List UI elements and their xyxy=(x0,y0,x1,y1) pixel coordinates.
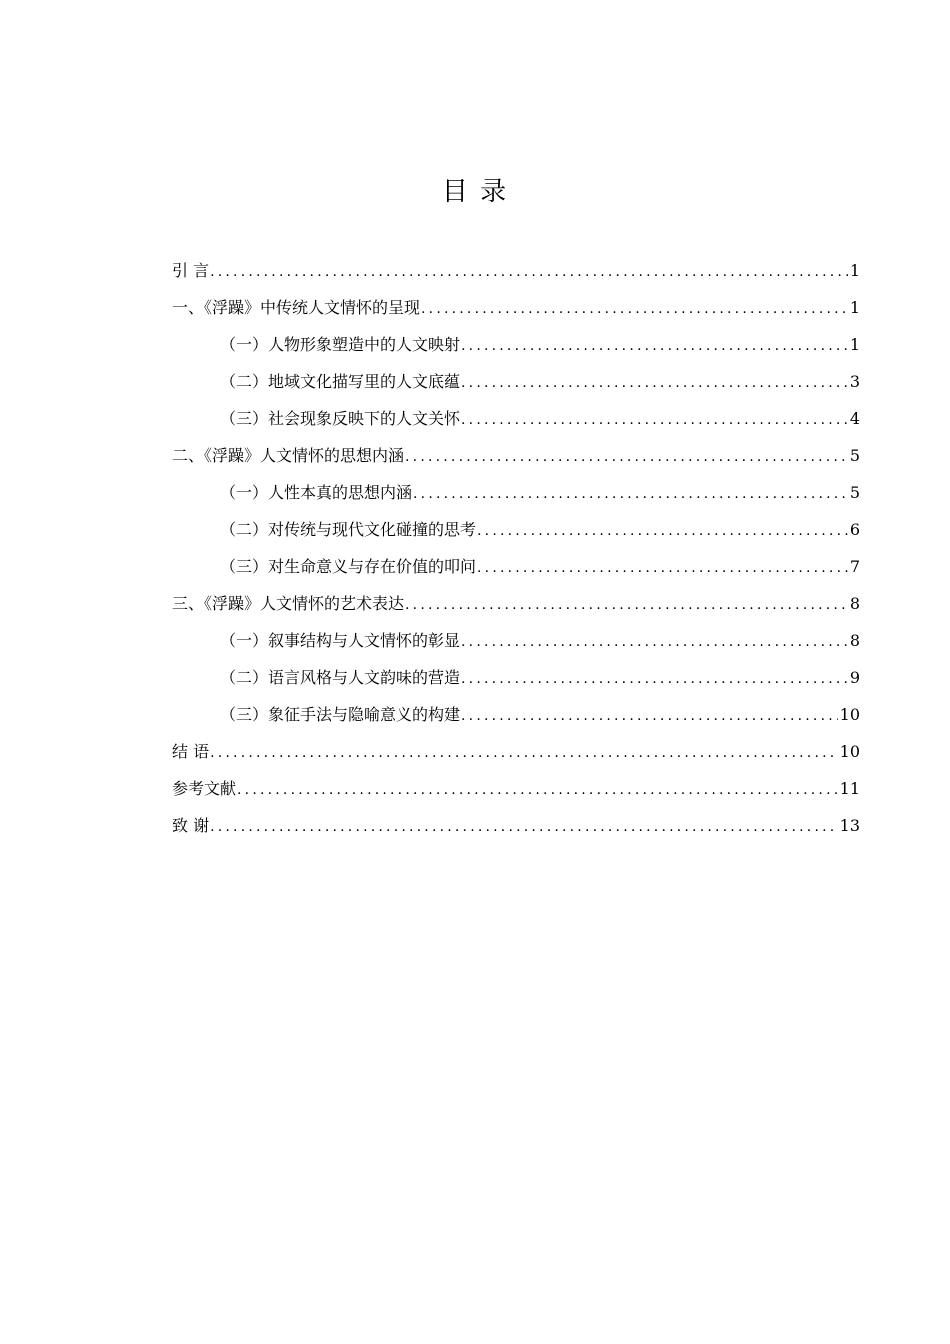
toc-entry-section-2-2[interactable] xyxy=(172,511,860,548)
toc-entry-section-3-2[interactable] xyxy=(172,659,860,696)
dot-leader xyxy=(461,402,848,439)
toc-entry-label: （三）对生命意义与存在价值的叩问 xyxy=(220,557,477,576)
toc-page-number: 8 xyxy=(849,594,860,613)
dot-leader xyxy=(237,772,838,809)
toc-page-number: 1 xyxy=(849,335,860,354)
dot-leader xyxy=(210,809,838,846)
toc-page-number: 13 xyxy=(839,816,860,835)
toc-entry-references[interactable] xyxy=(172,770,860,807)
toc-entry-label: 结 语 xyxy=(172,742,210,761)
toc-entry-label: （一）人物形象塑造中的人文映射 xyxy=(220,335,461,354)
toc-entry-acknowledgements[interactable] xyxy=(172,807,860,844)
toc-page-number: 10 xyxy=(839,705,860,724)
toc-page-number: 9 xyxy=(849,668,860,687)
dot-leader xyxy=(461,698,838,735)
toc-entry-section-2-1[interactable] xyxy=(172,474,860,511)
page-title: 目 录 xyxy=(441,177,509,207)
toc-entry-introduction[interactable] xyxy=(172,252,860,289)
dot-leader xyxy=(461,328,848,365)
toc-page-number: 10 xyxy=(839,742,860,761)
toc-page-number: 7 xyxy=(849,557,860,576)
toc-entry-label: 二、《浮躁》人文情怀的思想内涵 xyxy=(172,446,405,465)
toc-page-number: 5 xyxy=(849,446,860,465)
toc-entry-section-1-1[interactable] xyxy=(172,326,860,363)
toc-entry-label: 一、《浮躁》中传统人文情怀的呈现 xyxy=(172,298,421,317)
toc-page-number: 3 xyxy=(849,372,860,391)
toc-entry-label: 致 谢 xyxy=(172,816,210,835)
toc-entry-label: （二）地域文化描写里的人文底蕴 xyxy=(220,372,461,391)
toc-entry-label: （三）象征手法与隐喻意义的构建 xyxy=(220,705,461,724)
dot-leader xyxy=(477,513,848,550)
dot-leader xyxy=(461,661,848,698)
toc-entry-section-1-3[interactable] xyxy=(172,400,860,437)
toc-entry-section-2-3[interactable] xyxy=(172,548,860,585)
dot-leader xyxy=(461,624,848,661)
toc-page-number: 8 xyxy=(849,631,860,650)
dot-leader xyxy=(413,476,848,513)
dot-leader xyxy=(477,550,848,587)
dot-leader xyxy=(405,587,848,624)
toc-entry-label: （二）语言风格与人文韵味的营造 xyxy=(220,668,461,687)
table-of-contents xyxy=(172,252,860,844)
dot-leader xyxy=(461,365,848,402)
toc-entry-label: 参考文献 xyxy=(172,779,237,798)
dot-leader xyxy=(405,439,848,476)
toc-entry-section-3-1[interactable] xyxy=(172,622,860,659)
toc-entry-label: 三、《浮躁》人文情怀的艺术表达 xyxy=(172,594,405,613)
toc-page-number: 5 xyxy=(849,483,860,502)
toc-entry-chapter-1[interactable] xyxy=(172,289,860,326)
toc-page-number: 1 xyxy=(849,261,860,280)
dot-leader xyxy=(210,735,838,772)
toc-entry-conclusion[interactable] xyxy=(172,733,860,770)
toc-entry-section-1-2[interactable] xyxy=(172,363,860,400)
toc-page-number: 6 xyxy=(849,520,860,539)
toc-entry-label: 引 言 xyxy=(172,261,210,280)
toc-entry-chapter-2[interactable] xyxy=(172,437,860,474)
toc-entry-chapter-3[interactable] xyxy=(172,585,860,622)
toc-page-number: 1 xyxy=(849,298,860,317)
dot-leader xyxy=(210,254,848,291)
toc-entry-label: （三）社会现象反映下的人文关怀 xyxy=(220,409,461,428)
dot-leader xyxy=(421,291,848,328)
toc-entry-label: （二）对传统与现代文化碰撞的思考 xyxy=(220,520,477,539)
toc-entry-label: （一）人性本真的思想内涵 xyxy=(220,483,413,502)
toc-page-number: 4 xyxy=(849,409,860,428)
toc-entry-label: （一）叙事结构与人文情怀的彰显 xyxy=(220,631,461,650)
toc-page-number: 11 xyxy=(839,779,860,798)
toc-entry-section-3-3[interactable] xyxy=(172,696,860,733)
